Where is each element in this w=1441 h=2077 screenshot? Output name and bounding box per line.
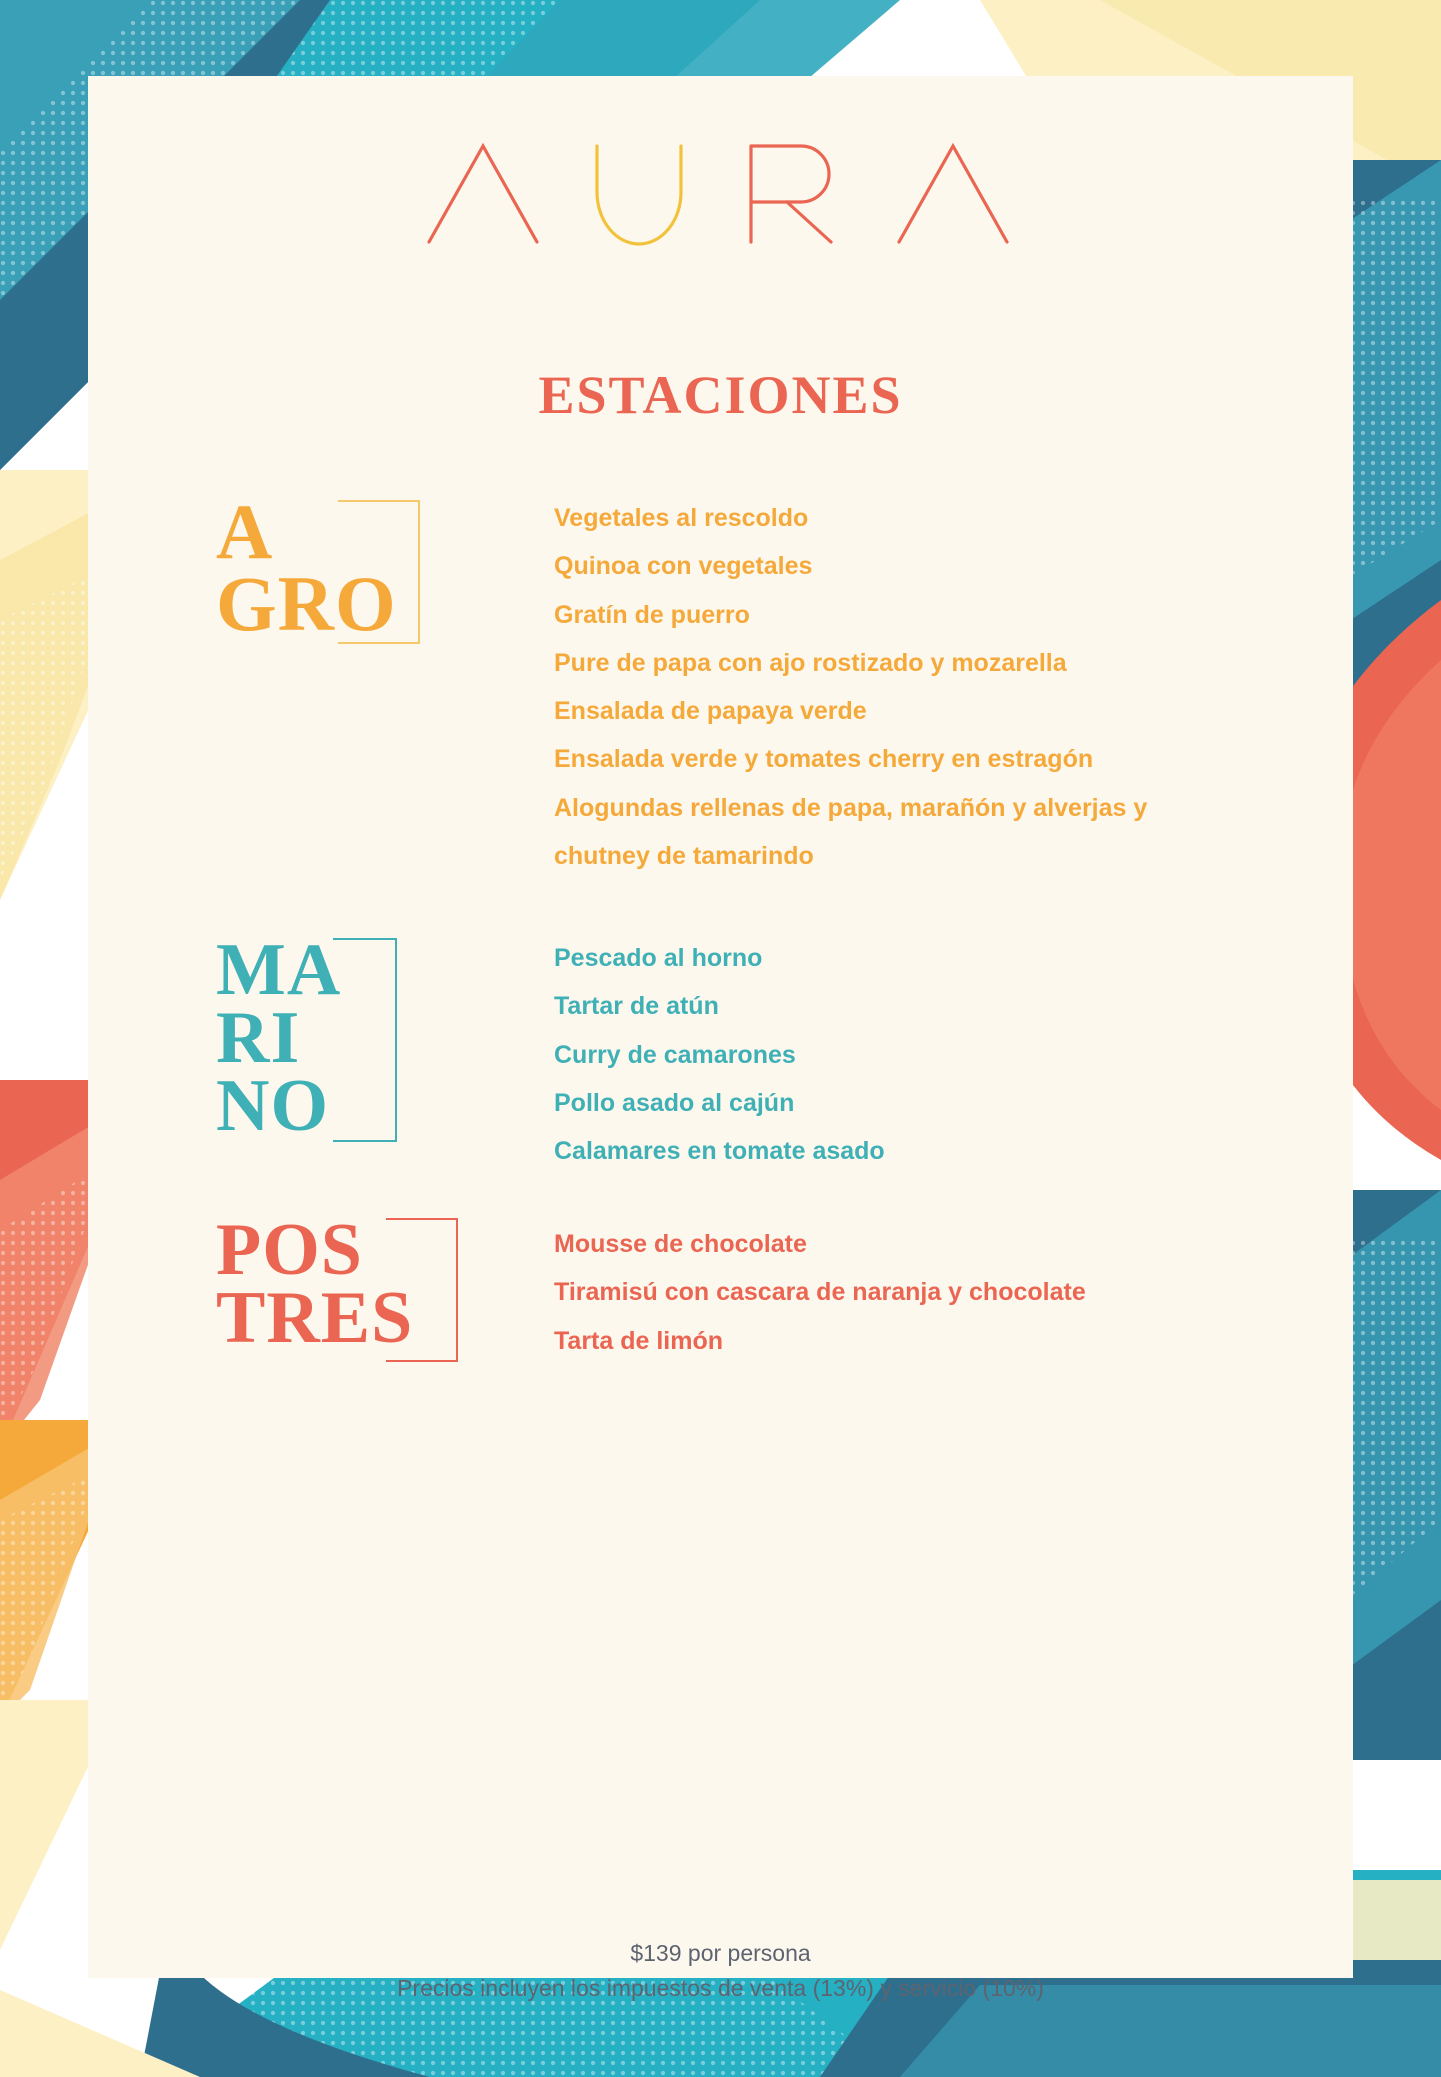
- aura-logo-icon: [421, 134, 1021, 249]
- menu-item: Curry de camarones: [554, 1040, 796, 1069]
- menu-item: Ensalada verde y tomates cherry en estragón: [554, 745, 1094, 774]
- section-label-postres: POS TRES: [216, 1209, 414, 1360]
- menu-item: chutney de tamarindo: [554, 841, 814, 870]
- section-label-marino: MA RI NO: [216, 929, 342, 1148]
- brand-logo: [88, 134, 1353, 254]
- section-bracket-agro: [338, 500, 420, 644]
- menu-item: Pure de papa con ajo rostizado y mozarella: [554, 648, 1067, 677]
- section-bracket-marino: [333, 938, 397, 1142]
- section-label-agro: A GRO: [216, 488, 397, 647]
- section-items-marino: [554, 934, 1294, 1175]
- menu-item: Pollo asado al cajún: [554, 1088, 795, 1117]
- footer-taxes: Precios incluyen los impuestos de venta (13%) y servicio (10%): [397, 1974, 1044, 2001]
- menu-item: Quinoa con vegetales: [554, 552, 813, 581]
- footer-price: $139 por persona: [630, 1940, 811, 1966]
- menu-item: Gratín de puerro: [554, 600, 750, 629]
- menu-item: Tarta de limón: [554, 1326, 724, 1355]
- section-items-postres: [554, 1220, 1294, 1365]
- footer: [88, 1936, 1353, 2005]
- menu-item: Tartar de atún: [554, 992, 719, 1021]
- menu-item: Ensalada de papaya verde: [554, 697, 867, 725]
- section-items-agro: [554, 494, 1294, 880]
- menu-item: Pescado al horno: [554, 944, 763, 972]
- page-title: ESTACIONES: [538, 365, 903, 425]
- menu-item: Vegetales al rescoldo: [554, 504, 809, 532]
- section-bracket-postres: [386, 1218, 458, 1362]
- menu-item: Mousse de chocolate: [554, 1230, 807, 1258]
- menu-card: [88, 76, 1353, 2001]
- menu-item: Calamares en tomate asado: [554, 1137, 885, 1165]
- menu-item: Alogundas rellenas de papa, marañón y alverjas y: [554, 793, 1148, 822]
- menu-item: Tiramisú con cascara de naranja y chocolate: [554, 1278, 1086, 1307]
